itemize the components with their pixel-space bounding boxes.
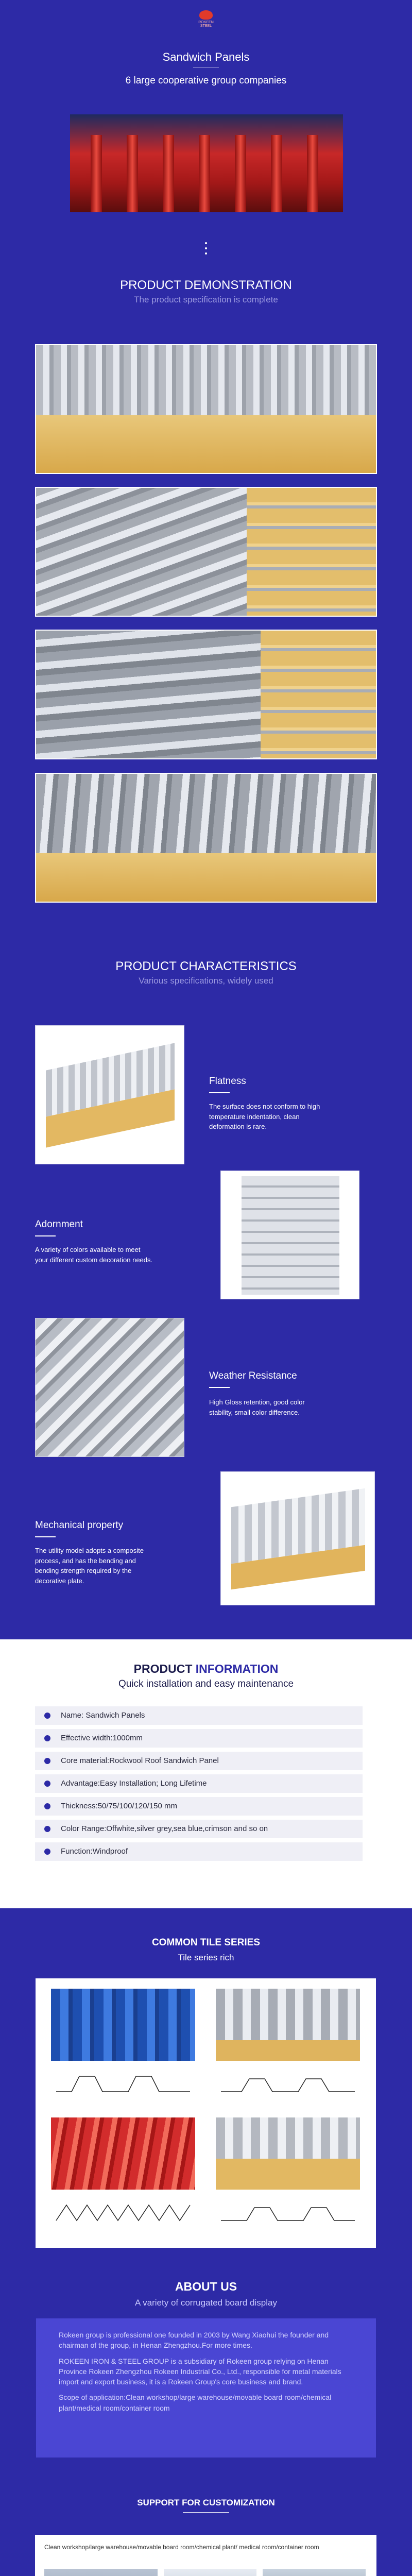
info-subtitle: Quick installation and easy maintenance (118, 1679, 294, 1689)
feature-desc-flatness: The surface does not conform to high temperature indentation, clean deformation is rare. (209, 1103, 320, 1130)
feature-divider (209, 1092, 230, 1093)
mechanical-image (220, 1471, 375, 1605)
info-row: Thickness:50/75/100/120/150 mm (35, 1797, 363, 1816)
cust-photo-plant (263, 2569, 366, 2576)
tile-sandwich (216, 2117, 360, 2236)
brand-logo (195, 10, 217, 26)
demo-photo-4 (35, 773, 377, 903)
demo-subtitle: The product specification is complete (134, 295, 278, 304)
hero-roof-image (70, 114, 343, 212)
tile-series-panel (36, 1978, 376, 2248)
tile-blue (51, 1989, 195, 2107)
feature-title-weather: Weather Resistance (209, 1370, 297, 1381)
demo-title: PRODUCT DEMONSTRATION (120, 278, 292, 292)
cust-photo-clean-room (164, 2569, 256, 2576)
info-row: Effective width:1000mm (35, 1729, 363, 1748)
section-divider (183, 2512, 229, 2513)
brand-name: ROKEEN STEEL (198, 21, 214, 28)
about-text-box (36, 2318, 376, 2458)
flatness-image (35, 1025, 184, 1164)
demo-photo-2 (35, 487, 377, 617)
feature-divider (35, 1235, 56, 1236)
tiles-title: COMMON TILE SERIES (151, 1937, 261, 1948)
logo-mark (199, 10, 213, 20)
demo-photo-1 (35, 344, 377, 474)
feature-title-flatness: Flatness (209, 1076, 246, 1087)
about-subtitle: A variety of corrugated board display (135, 2298, 277, 2308)
weather-resistance-image (35, 1318, 184, 1457)
scroll-dots (205, 242, 207, 258)
feature-desc-adornment: A variety of colors available to meet your different custom decoration needs. (35, 1246, 153, 1264)
info-row: Advantage:Easy Installation; Long Lifetime (35, 1774, 363, 1793)
about-paragraph: Scope of application:Clean workshop/large warehouse/movable board room/chemical plant/medical room/container room (59, 2393, 332, 2412)
feature-title-mechanical: Mechanical property (35, 1520, 124, 1531)
feature-desc-mechanical: The utility model adopts a composite process, and has the bending and bending strength required by the decorative plate. (35, 1547, 144, 1585)
feature-desc-weather: High Gloss retention, good color stability, small color difference. (209, 1398, 305, 1416)
info-row: Color Range:Offwhite,silver grey,sea blue,crimson and so on (35, 1820, 363, 1838)
feature-divider (35, 1536, 56, 1537)
customization-panel (35, 2535, 376, 2576)
tile-grey (216, 1989, 360, 2107)
characteristics-subtitle: Various specifications, widely used (139, 976, 273, 986)
customization-caption: Clean workshop/large warehouse/movable board room/chemical plant/ medical room/container room (44, 2544, 319, 2551)
about-title: ABOUT US (175, 2280, 237, 2293)
info-row: Name: Sandwich Panels (35, 1706, 363, 1725)
info-row: Function:Windproof (35, 1842, 363, 1861)
info-row: Core material:Rockwool Roof Sandwich Panel (35, 1752, 363, 1770)
about-paragraph: ROKEEN IRON & STEEL GROUP is a subsidiary of Rokeen group relying on Henan Province Rokeen Zhengzhou Rokeen Industrial Co., Ltd., responsible for metal materials import and export business, it is a Rokeen Group's core business and brand. (59, 2357, 341, 2386)
info-title: PRODUCT INFORMATION (133, 1662, 279, 1675)
demo-photo-3 (35, 630, 377, 759)
page-subtitle: 6 large cooperative group companies (125, 75, 287, 86)
tile-red (51, 2117, 195, 2236)
feature-title-adornment: Adornment (35, 1219, 83, 1230)
characteristics-title: PRODUCT CHARACTERISTICS (115, 959, 297, 973)
adornment-image (220, 1171, 359, 1299)
tiles-subtitle: Tile series rich (178, 1953, 234, 1962)
page-title: Sandwich Panels (162, 50, 250, 63)
about-paragraph: Rokeen group is professional one founded in 2003 by Wang Xiaohui the founder and chairman of the group, in Henan Zhengzhou.For more times. (59, 2331, 329, 2350)
feature-divider (209, 1387, 230, 1388)
cust-photo-warehouse (44, 2569, 158, 2576)
customization-title: SUPPORT FOR CUSTOMIZATION (137, 2498, 275, 2507)
